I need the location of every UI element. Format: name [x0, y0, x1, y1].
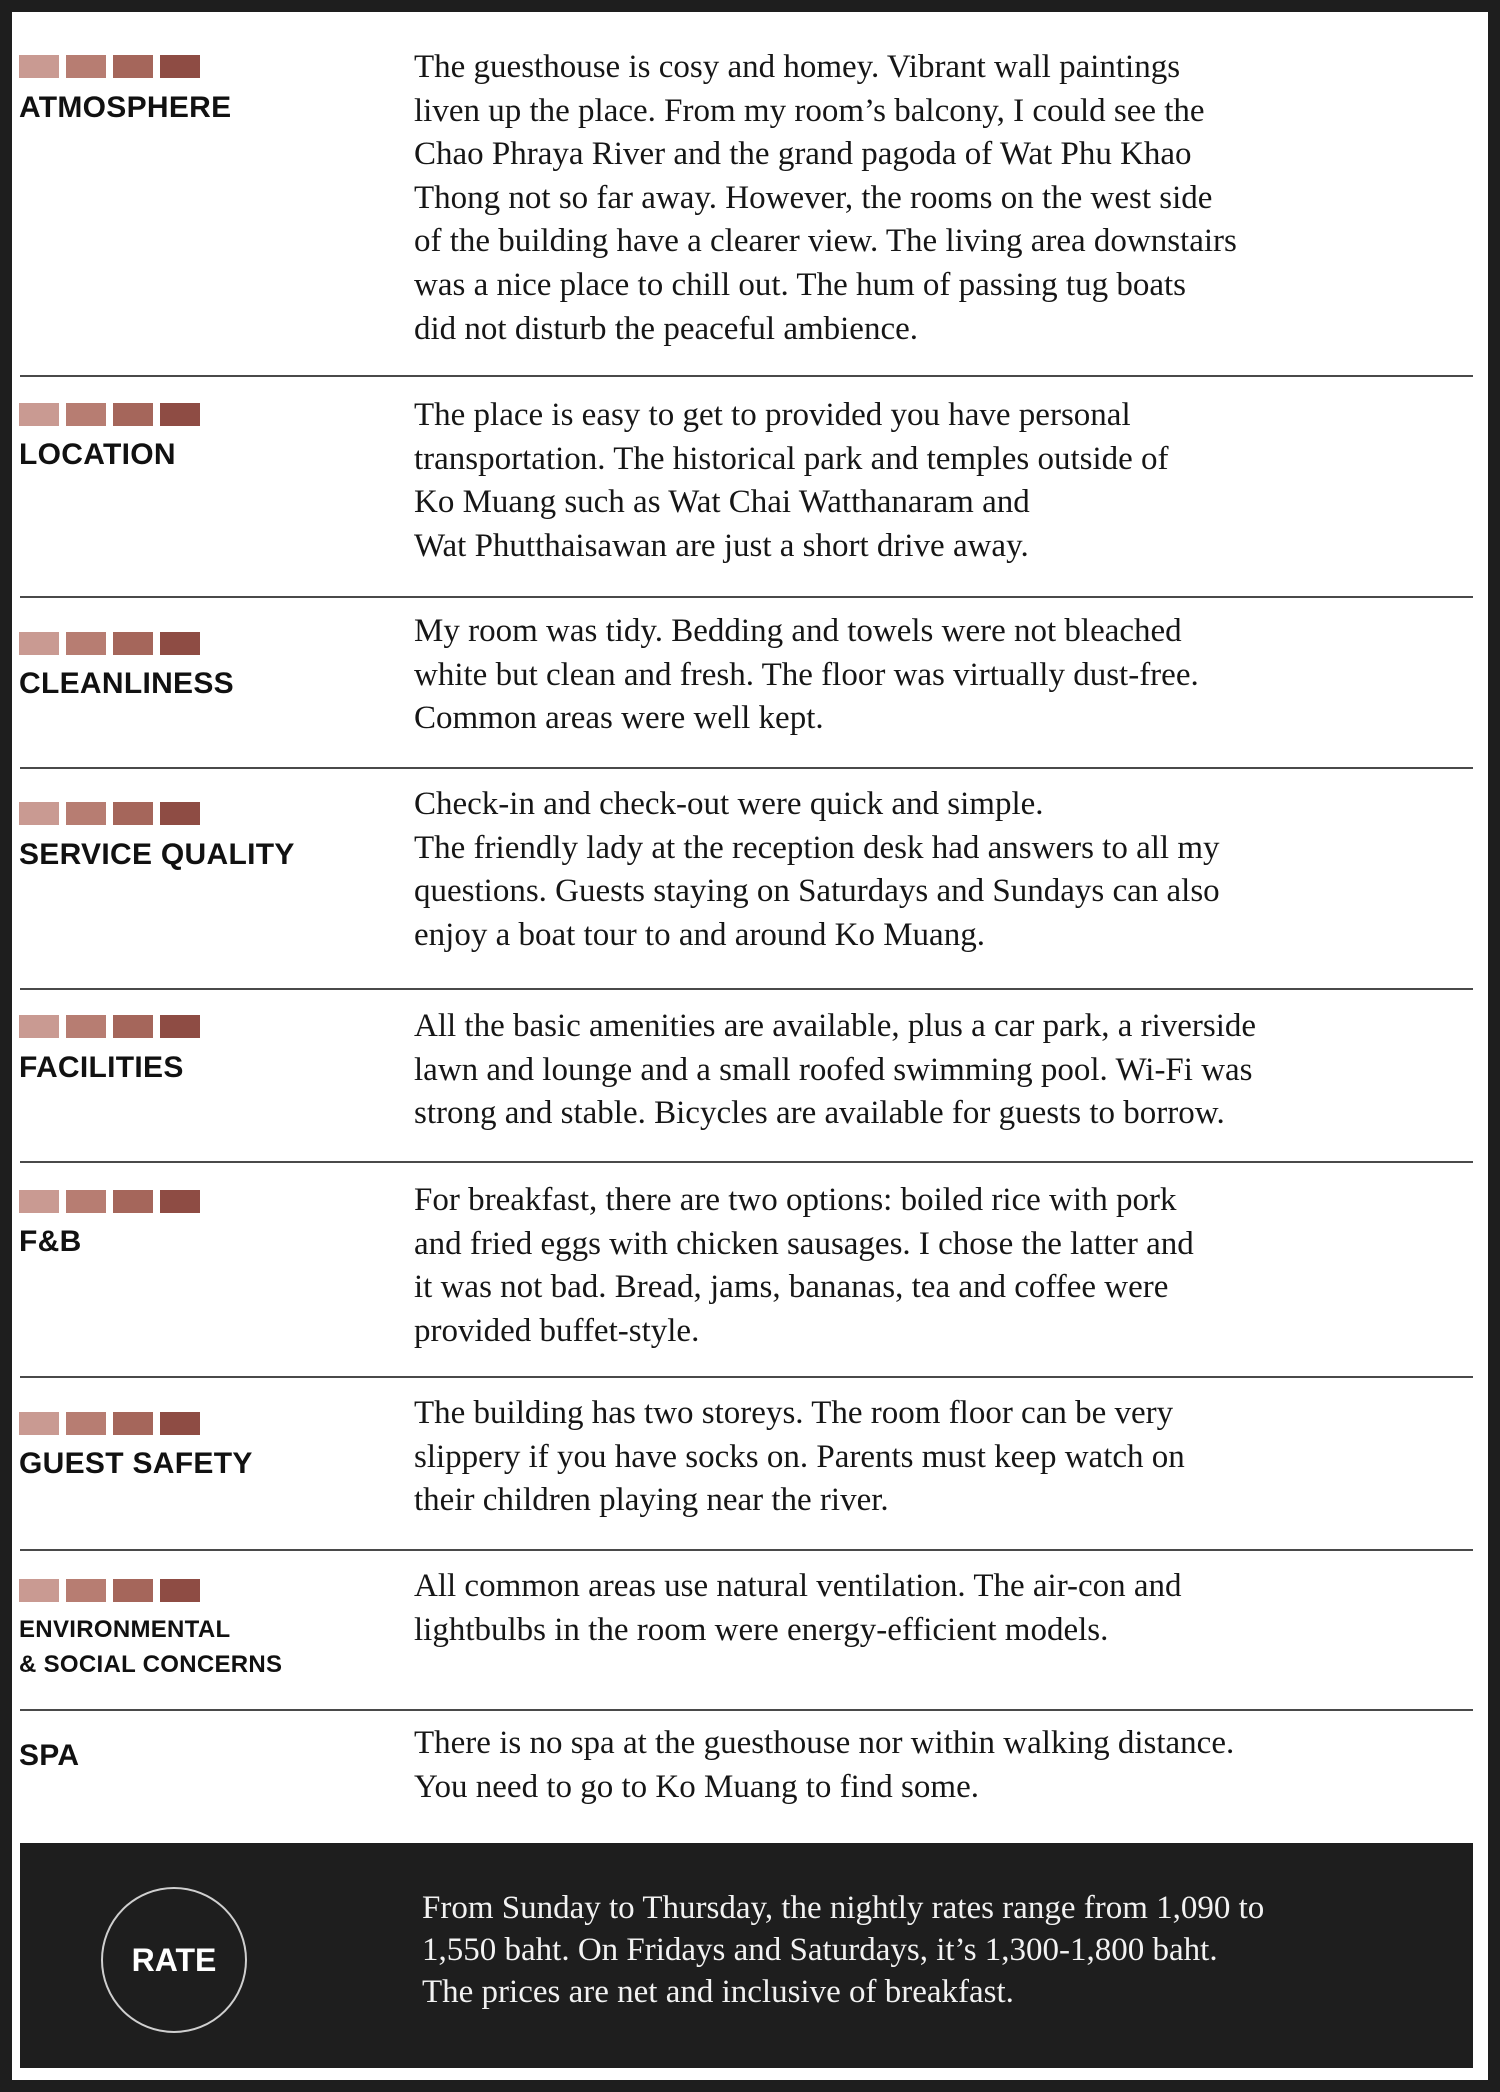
section-divider — [20, 1549, 1473, 1551]
section-divider — [20, 1161, 1473, 1163]
section-text-guest-safety — [414, 1392, 1469, 1523]
text-line: Wat Phutthaisawan are just a short drive away. — [414, 527, 1029, 564]
rating-block — [66, 1190, 106, 1213]
section-label-cleanliness: CLEANLINESS — [19, 667, 234, 700]
rating-bar-cleanliness — [19, 632, 200, 655]
section-text-facilities — [414, 1005, 1469, 1136]
rating-block — [160, 403, 200, 426]
text-line: Ko Muang such as Wat Chai Watthanaram and — [414, 484, 1030, 521]
section-divider — [20, 375, 1473, 377]
text-line: provided buffet-style. — [414, 1312, 700, 1349]
text-line: All the basic amenities are available, plus a car park, a riverside — [414, 1008, 1257, 1044]
rating-block — [19, 55, 59, 78]
section-label-atmosphere: ATMOSPHERE — [19, 91, 232, 124]
section-divider — [20, 988, 1473, 990]
rating-block — [66, 1015, 106, 1038]
rating-bar-environmental — [19, 1579, 200, 1602]
rating-block — [160, 632, 200, 655]
rating-bar-service-quality — [19, 802, 200, 825]
section-divider — [20, 767, 1473, 769]
text-line: was a nice place to chill out. The hum of passing tug boats — [414, 266, 1186, 303]
text-line: white but clean and fresh. The floor was virtually dust-free. — [414, 656, 1199, 693]
rating-block — [19, 632, 59, 655]
rating-block — [113, 632, 153, 655]
rating-block — [160, 1190, 200, 1213]
rating-block — [160, 1412, 200, 1435]
section-label-service-quality: SERVICE QUALITY — [19, 838, 295, 871]
text-line: For breakfast, there are two options: boiled rice with pork — [414, 1182, 1177, 1218]
text-line: You need to go to Ko Muang to find some. — [414, 1768, 979, 1805]
rating-bar-fnb — [19, 1190, 200, 1213]
text-line: My room was tidy. Bedding and towels were not bleached — [414, 613, 1182, 649]
text-line: 1,550 baht. On Fridays and Saturdays, it’s 1,300-1,800 baht. — [422, 1932, 1218, 1968]
section-text-service-quality — [414, 783, 1469, 957]
text-line: Thong not so far away. However, the rooms on the west side — [414, 179, 1213, 216]
rating-block — [113, 1015, 153, 1038]
rating-block — [113, 802, 153, 825]
text-line: it was not bad. Bread, jams, bananas, tea and coffee were — [414, 1269, 1169, 1306]
label-line: ENVIRONMENTAL — [19, 1616, 231, 1643]
rating-block — [113, 1190, 153, 1213]
rating-block — [113, 403, 153, 426]
section-divider — [20, 596, 1473, 598]
text-line: their children playing near the river. — [414, 1482, 889, 1519]
rating-block — [160, 55, 200, 78]
section-label-location: LOCATION — [19, 438, 176, 471]
text-line: All common areas use natural ventilation. The air-con and — [414, 1568, 1182, 1604]
section-divider — [20, 1709, 1473, 1711]
text-line: of the building have a clearer view. The living area downstairs — [414, 223, 1237, 260]
text-line: did not disturb the peaceful ambience. — [414, 310, 918, 347]
text-line: The guesthouse is cosy and homey. Vibrant wall paintings — [414, 49, 1181, 85]
text-line: questions. Guests staying on Saturdays and Sundays can also — [414, 873, 1220, 910]
section-label-facilities: FACILITIES — [19, 1051, 184, 1084]
section-label-spa: SPA — [19, 1739, 80, 1772]
rating-block — [113, 1579, 153, 1602]
rating-block — [160, 1015, 200, 1038]
section-text-location — [414, 394, 1469, 568]
rating-block — [66, 55, 106, 78]
text-line: slippery if you have socks on. Parents must keep watch on — [414, 1438, 1185, 1475]
text-line: lawn and lounge and a small roofed swimming pool. Wi-Fi was — [414, 1051, 1253, 1088]
rating-block — [66, 1412, 106, 1435]
rate-panel — [20, 1843, 1473, 2068]
rating-block — [66, 632, 106, 655]
section-label-guest-safety: GUEST SAFETY — [19, 1447, 253, 1480]
text-line: The place is easy to get to provided you have personal — [414, 397, 1131, 433]
text-line: lightbulbs in the room were energy-efficient models. — [414, 1611, 1109, 1648]
label-line: & SOCIAL CONCERNS — [19, 1651, 283, 1678]
text-line: The friendly lady at the reception desk had answers to all my — [414, 829, 1220, 866]
rating-block — [113, 55, 153, 78]
rating-block — [160, 1579, 200, 1602]
rating-block — [19, 1190, 59, 1213]
text-line: There is no spa at the guesthouse nor within walking distance. — [414, 1725, 1235, 1761]
rating-block — [66, 802, 106, 825]
section-text-environmental — [414, 1565, 1469, 1652]
rating-bar-location — [19, 403, 200, 426]
text-line: The prices are net and inclusive of breakfast. — [422, 1974, 1014, 2010]
text-line: transportation. The historical park and temples outside of — [414, 440, 1169, 477]
rating-bar-facilities — [19, 1015, 200, 1038]
section-text-atmosphere — [414, 46, 1469, 351]
rating-block — [19, 802, 59, 825]
rate-badge — [101, 1887, 247, 2033]
text-line: liven up the place. From my room’s balcony, I could see the — [414, 92, 1205, 129]
text-line: From Sunday to Thursday, the nightly rates range from 1,090 to — [422, 1890, 1265, 1926]
rating-block — [19, 1412, 59, 1435]
rate-text — [422, 1887, 1264, 2013]
rating-block — [113, 1412, 153, 1435]
section-label-environmental — [19, 1612, 282, 1682]
text-line: Chao Phraya River and the grand pagoda of Wat Phu Khao — [414, 136, 1192, 173]
section-text-spa — [414, 1722, 1469, 1809]
text-line: enjoy a boat tour to and around Ko Muang. — [414, 916, 985, 953]
rating-block — [19, 1579, 59, 1602]
rate-label: RATE — [131, 1941, 217, 1978]
text-line: and fried eggs with chicken sausages. I chose the latter and — [414, 1225, 1194, 1262]
section-divider — [20, 1376, 1473, 1378]
rating-block — [19, 1015, 59, 1038]
review-card — [12, 12, 1488, 2080]
rating-block — [19, 403, 59, 426]
rating-bar-atmosphere — [19, 55, 200, 78]
text-line: Common areas were well kept. — [414, 700, 824, 737]
rating-block — [160, 802, 200, 825]
text-line: Check-in and check-out were quick and simple. — [414, 786, 1044, 822]
rating-block — [66, 403, 106, 426]
section-text-cleanliness — [414, 610, 1469, 741]
rating-block — [66, 1579, 106, 1602]
rating-bar-guest-safety — [19, 1412, 200, 1435]
section-label-fnb: F&B — [19, 1225, 82, 1258]
text-line: strong and stable. Bicycles are available for guests to borrow. — [414, 1095, 1225, 1132]
section-text-fnb — [414, 1179, 1469, 1353]
text-line: The building has two storeys. The room floor can be very — [414, 1395, 1174, 1431]
